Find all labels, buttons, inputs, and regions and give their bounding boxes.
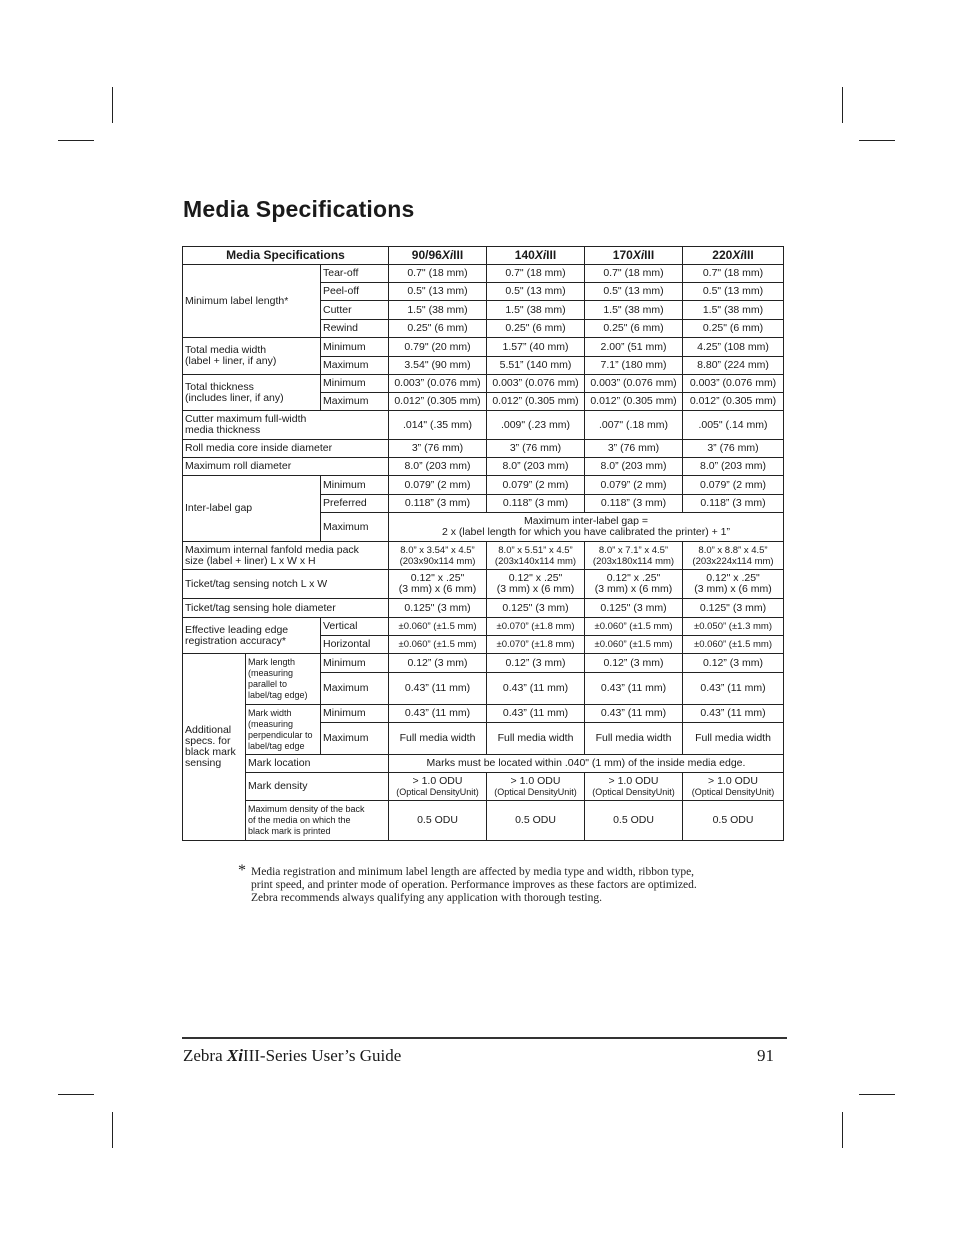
cell-line: > 1.0 ODU: [708, 774, 758, 787]
table-row: [183, 705, 784, 723]
row-label: Roll media core inside diameter: [183, 440, 389, 458]
cell: 0.5" (13 mm): [585, 283, 683, 301]
merged-cell: Marks must be located within .040" (1 mm) of the inside media edge.: [389, 755, 784, 773]
sub-group-line: black mark is printed: [248, 826, 331, 836]
sub-group-line: of the media on which the: [248, 815, 351, 825]
sub-label: Maximum: [321, 393, 389, 411]
crop-mark: [842, 1112, 843, 1148]
cell-line: (203x224x114 mm): [692, 555, 774, 567]
cell: 0.125" (3 mm): [585, 599, 683, 618]
table-row: [183, 570, 784, 599]
sub-label: Horizontal: [321, 636, 389, 654]
cell: [389, 773, 487, 801]
row-label-line: Additional: [185, 724, 232, 736]
row-label: [183, 654, 246, 841]
crop-mark: [58, 140, 94, 141]
sub-label: Cutter: [321, 301, 389, 320]
table-header-row: [183, 247, 784, 265]
sub-label: Maximum: [321, 673, 389, 705]
cell: ±0.060” (±1.5 mm): [585, 618, 683, 636]
cell: 0.7" (18 mm): [487, 265, 585, 283]
row-label-line: Maximum internal fanfold media pack: [185, 543, 359, 556]
header-spec: Media Specifications: [183, 247, 389, 265]
sub-group-line: perpendicular to: [248, 729, 313, 740]
sub-group-label: [246, 654, 321, 705]
sub-group-line: Mark length: [248, 657, 296, 667]
cell: 0.12” (3 mm): [487, 654, 585, 673]
cell: 0.43” (11 mm): [487, 673, 585, 705]
cell: [487, 542, 585, 570]
cell: Full media width: [683, 723, 784, 755]
cell-line: 0.12" x .25": [606, 572, 661, 584]
cell: 0.5" (13 mm): [683, 283, 784, 301]
cell: 0.003” (0.076 mm): [389, 375, 487, 393]
row-label-line: Cutter maximum full-width: [185, 413, 307, 425]
table-row: [183, 458, 784, 476]
cell: 0.118” (3 mm): [487, 495, 585, 513]
row-label-line: specs. for: [185, 735, 231, 747]
cell: 0.003” (0.076 mm): [487, 375, 585, 393]
cell: 0.118” (3 mm): [585, 495, 683, 513]
cell-line: (203x140x114 mm): [494, 555, 577, 567]
cell: 3” (76 mm): [389, 440, 487, 458]
sub-label: Minimum: [321, 705, 389, 723]
cell: 0.43” (11 mm): [389, 673, 487, 705]
sub-label: Maximum: [321, 357, 389, 375]
cell: 0.012” (0.305 mm): [389, 393, 487, 411]
cell: 8.0” (203 mm): [487, 458, 585, 476]
sub-group-label: [246, 705, 321, 755]
table-row: [183, 654, 784, 673]
row-label: Maximum roll diameter: [183, 458, 389, 476]
sub-label: Peel-off: [321, 283, 389, 301]
cell: 3” (76 mm): [585, 440, 683, 458]
cell-line: (Optical DensityUnit): [691, 786, 775, 797]
cell-line: 8.0” x 3.54” x 4.5”: [400, 544, 475, 556]
footnote-line: Media registration and minimum label length are affected by media type and width, ribbon type,: [251, 866, 695, 878]
cell: [683, 570, 784, 599]
cell: ±0.060” (±1.5 mm): [683, 636, 784, 654]
table-row: [183, 618, 784, 636]
cell: 4.25” (108 mm): [683, 338, 784, 357]
cell-line: (203x90x114 mm): [399, 555, 476, 567]
cell: 0.43” (11 mm): [585, 705, 683, 723]
header-model: 90/96XiIII: [389, 247, 487, 265]
cell: 1.5" (38 mm): [389, 301, 487, 320]
cell: [487, 773, 585, 801]
cell: ±0.060” (±1.5 mm): [389, 636, 487, 654]
cell: [487, 570, 585, 599]
page-title: Media Specifications: [183, 196, 415, 222]
cell: 0.43” (11 mm): [683, 705, 784, 723]
merged-line: 2 x (label length for which you have calibrated the printer) + 1”: [441, 526, 731, 538]
sub-label: Minimum: [321, 476, 389, 495]
cell-line: (Optical DensityUnit): [592, 786, 675, 797]
footnote-marker: *: [238, 862, 246, 879]
cell: [585, 542, 683, 570]
cell: .014" (.35 mm): [389, 411, 487, 440]
cell-line: (203x180x114 mm): [592, 555, 675, 567]
cell: 0.25" (6 mm): [487, 320, 585, 338]
cell-line: (3 mm) x (6 mm): [496, 583, 575, 595]
cell-line: > 1.0 ODU: [510, 774, 561, 787]
row-label: Minimum label length*: [183, 265, 321, 338]
sub-label: Vertical: [321, 618, 389, 636]
row-label: [183, 338, 321, 375]
cell: 0.5 ODU: [683, 801, 784, 841]
sub-label: Minimum: [321, 654, 389, 673]
sub-label: Minimum: [321, 338, 389, 357]
cell: 0.12” (3 mm): [585, 654, 683, 673]
cell-line: 0.12" x .25": [410, 572, 465, 584]
cell-line: 8.0” x 7.1” x 4.5”: [598, 544, 669, 556]
cell: Full media width: [585, 723, 683, 755]
sub-group-line: Mark width: [248, 707, 292, 718]
sub-group-line: (measuring: [248, 718, 294, 729]
table-row: [183, 375, 784, 393]
footer-title-suffix: III-Series User’s Guide: [242, 1046, 402, 1065]
sub-group-label: Mark location: [246, 755, 389, 773]
row-label-line: Total media width: [185, 344, 267, 356]
page-number: 91: [757, 1046, 774, 1065]
cell: 8.80” (224 mm): [683, 357, 784, 375]
header-model: 170XiIII: [585, 247, 683, 265]
row-label: [183, 411, 389, 440]
row-label-line: size (label + liner) L x W x H: [185, 554, 316, 567]
sub-group-label: [246, 801, 389, 841]
cell-line: 8.0” x 8.8” x 4.5”: [698, 544, 768, 556]
crop-mark: [112, 87, 113, 123]
row-label: [183, 618, 321, 654]
table-row: [183, 773, 784, 801]
cell: 0.12” (3 mm): [389, 654, 487, 673]
footnote-text: [238, 862, 758, 905]
row-label-line: registration accuracy*: [185, 634, 286, 647]
cell: 0.012” (0.305 mm): [487, 393, 585, 411]
cell: 0.003” (0.076 mm): [585, 375, 683, 393]
footnote: [238, 862, 758, 905]
cell: [683, 773, 784, 801]
cell: 3” (76 mm): [683, 440, 784, 458]
sub-group-line: Maximum density of the back: [248, 804, 365, 814]
cell: 0.25" (6 mm): [683, 320, 784, 338]
cell: 0.43” (11 mm): [683, 673, 784, 705]
cell: 0.7" (18 mm): [683, 265, 784, 283]
sub-group-line: label/tag edge: [248, 740, 305, 751]
cell: ±0.070” (±1.8 mm): [487, 618, 585, 636]
cell: ±0.070” (±1.8 mm): [487, 636, 585, 654]
cell: 0.5 ODU: [389, 801, 487, 841]
cell: ±0.060” (±1.5 mm): [585, 636, 683, 654]
table-row: [183, 599, 784, 618]
cell: 0.012” (0.305 mm): [585, 393, 683, 411]
cell: .009" (.23 mm): [487, 411, 585, 440]
cell-line: (3 mm) x (6 mm): [594, 583, 673, 595]
cell: 0.079” (2 mm): [585, 476, 683, 495]
cell: 0.5" (13 mm): [389, 283, 487, 301]
cell: .005" (.14 mm): [683, 411, 784, 440]
cell: 0.5 ODU: [585, 801, 683, 841]
sub-group-line: parallel to: [248, 679, 288, 689]
cell: 0.079” (2 mm): [683, 476, 784, 495]
cell-line: (Optical DensityUnit): [396, 786, 479, 797]
sub-label: Rewind: [321, 320, 389, 338]
model-xi-italic: Xi: [632, 248, 645, 262]
table-row: [183, 265, 784, 283]
header-model: 220XiIII: [683, 247, 784, 265]
sub-label: Preferred: [321, 495, 389, 513]
cell: 0.118” (3 mm): [683, 495, 784, 513]
row-label-line: sensing: [185, 757, 222, 769]
cell: [389, 542, 487, 570]
cell: Full media width: [389, 723, 487, 755]
model-xi-italic: Xi: [534, 248, 547, 262]
cell: 0.25" (6 mm): [585, 320, 683, 338]
sub-label: Maximum: [321, 513, 389, 542]
cell: 0.125" (3 mm): [683, 599, 784, 618]
cell: 0.43” (11 mm): [389, 705, 487, 723]
row-label-line: Effective leading edge: [185, 623, 289, 636]
cell-line: (3 mm) x (6 mm): [694, 583, 772, 595]
row-label-line: (includes liner, if any): [185, 391, 284, 404]
cell: [585, 773, 683, 801]
row-label-line: black mark: [185, 746, 236, 758]
cell: [683, 542, 784, 570]
cell: 1.5" (38 mm): [585, 301, 683, 320]
cell-line: 0.12" x .25": [508, 572, 563, 584]
cell: 0.79" (20 mm): [389, 338, 487, 357]
cell: [389, 570, 487, 599]
cell: 0.7" (18 mm): [585, 265, 683, 283]
sub-group-line: label/tag edge): [248, 690, 308, 700]
cell: 0.5" (13 mm): [487, 283, 585, 301]
table-row: [183, 755, 784, 773]
sub-label: Minimum: [321, 375, 389, 393]
cell: 8.0” (203 mm): [683, 458, 784, 476]
cell: .007" (.18 mm): [585, 411, 683, 440]
row-label-line: media thickness: [185, 424, 261, 436]
cell-line: 0.12" x .25": [706, 572, 760, 584]
table-row: [183, 411, 784, 440]
cell: 1.5" (38 mm): [487, 301, 585, 320]
cell: 8.0” (203 mm): [585, 458, 683, 476]
sub-label: Tear-off: [321, 265, 389, 283]
cell: 0.125" (3 mm): [487, 599, 585, 618]
footer-title: [183, 1046, 401, 1066]
cell: 7.1” (180 mm): [585, 357, 683, 375]
crop-mark: [842, 87, 843, 123]
header-model: 140XiIII: [487, 247, 585, 265]
crop-mark: [859, 140, 895, 141]
cell: 0.25" (6 mm): [389, 320, 487, 338]
cell: 1.5" (38 mm): [683, 301, 784, 320]
model-xi-italic: Xi: [441, 248, 454, 262]
cell-line: > 1.0 ODU: [412, 774, 463, 787]
crop-mark: [58, 1094, 94, 1095]
cell: 2.00” (51 mm): [585, 338, 683, 357]
cell: 0.43” (11 mm): [585, 673, 683, 705]
cell: ±0.060” (±1.5 mm): [389, 618, 487, 636]
cell: 0.125" (3 mm): [389, 599, 487, 618]
table-row: [183, 338, 784, 357]
cell: ±0.050” (±1.3 mm): [683, 618, 784, 636]
cell: 0.12” (3 mm): [683, 654, 784, 673]
cell-line: > 1.0 ODU: [608, 774, 659, 787]
cell: 3.54" (90 mm): [389, 357, 487, 375]
merged-line: Maximum inter-label gap =: [523, 515, 648, 527]
sub-group-line: (measuring: [248, 668, 294, 678]
footnote-line: print speed, and printer mode of operation. Performance improves as these factors are optimized.: [251, 879, 697, 891]
footer-title-prefix: Zebra: [183, 1046, 227, 1065]
footer-rule: [182, 1037, 787, 1039]
cell-line: (Optical DensityUnit): [494, 786, 577, 797]
footnote-line: Zebra recommends always qualifying any application with thorough testing.: [251, 892, 602, 904]
cell: 0.7" (18 mm): [389, 265, 487, 283]
cell: 0.079” (2 mm): [487, 476, 585, 495]
row-label: [183, 375, 321, 411]
sub-label: Maximum: [321, 723, 389, 755]
model-xi-italic: Xi: [732, 248, 744, 262]
footer-title-italic: Xi: [226, 1046, 243, 1065]
cell: 0.5 ODU: [487, 801, 585, 841]
cell: Full media width: [487, 723, 585, 755]
table-row: [183, 440, 784, 458]
merged-cell: [389, 513, 784, 542]
cell: 0.012” (0.305 mm): [683, 393, 784, 411]
cell: [585, 570, 683, 599]
cell: 3” (76 mm): [487, 440, 585, 458]
cell-line: 8.0” x 5.51” x 4.5”: [498, 544, 573, 556]
cell: 0.118” (3 mm): [389, 495, 487, 513]
cell: 0.43” (11 mm): [487, 705, 585, 723]
crop-mark: [859, 1094, 895, 1095]
row-label-line: (label + liner, if any): [185, 355, 277, 367]
table-row: [183, 542, 784, 570]
row-label: Inter-label gap: [183, 476, 321, 542]
cell: 5.51” (140 mm): [487, 357, 585, 375]
cell: 1.57” (40 mm): [487, 338, 585, 357]
row-label: Ticket/tag sensing hole diameter: [183, 599, 389, 618]
media-specifications-table: [182, 246, 784, 841]
table-row: [183, 801, 784, 841]
row-label: [183, 542, 389, 570]
cell: 8.0” (203 mm): [389, 458, 487, 476]
cell: 0.079” (2 mm): [389, 476, 487, 495]
table-row: [183, 476, 784, 495]
sub-group-label: Mark density: [246, 773, 389, 801]
crop-mark: [112, 1112, 113, 1148]
row-label: Ticket/tag sensing notch L x W: [183, 570, 389, 599]
cell-line: (3 mm) x (6 mm): [398, 583, 477, 595]
row-label-line: Total thickness: [185, 380, 254, 393]
cell: 0.003” (0.076 mm): [683, 375, 784, 393]
